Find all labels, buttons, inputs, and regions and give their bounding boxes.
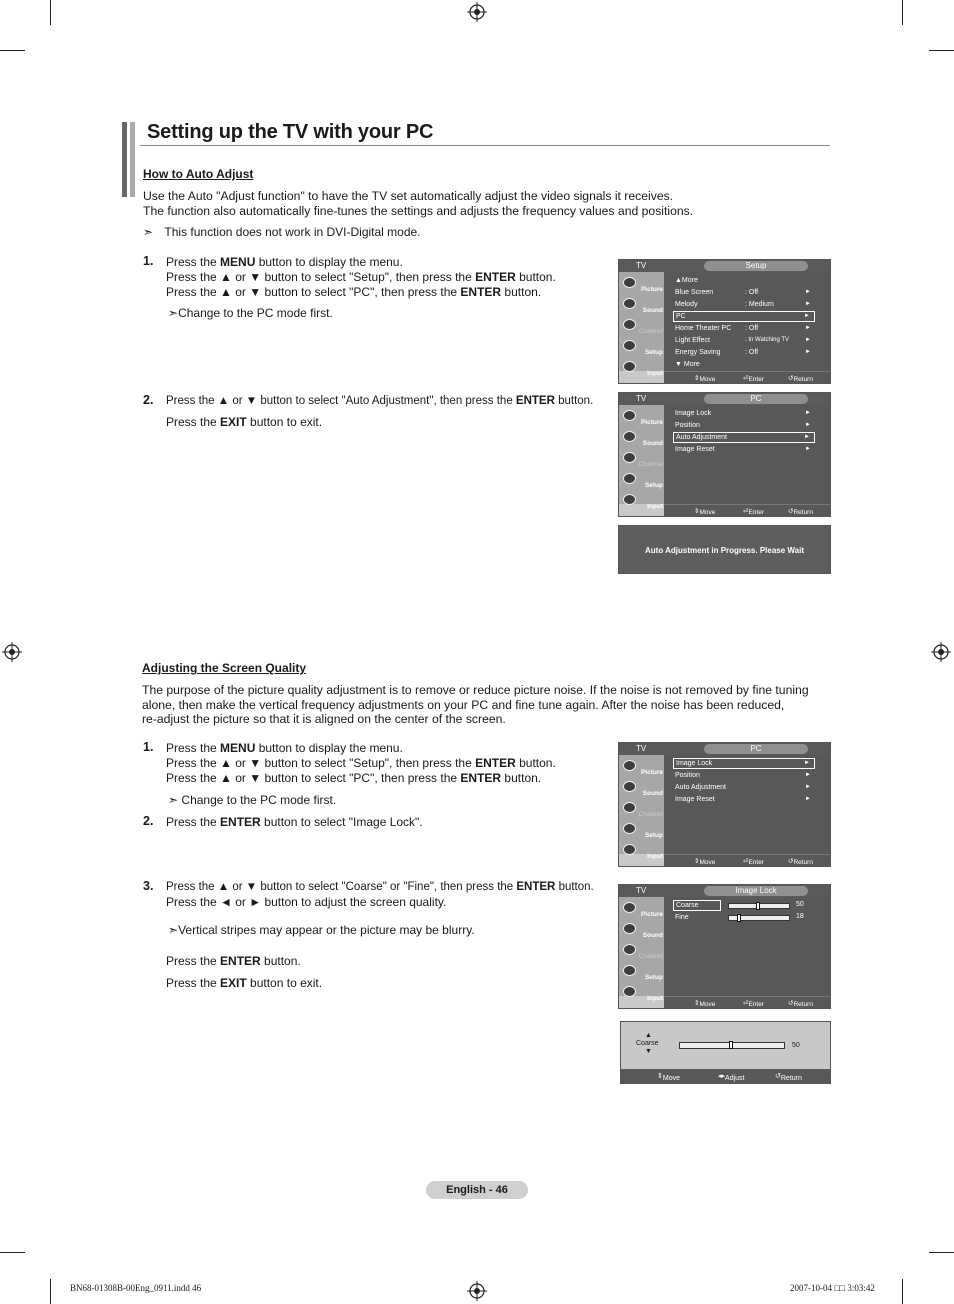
instruction-line: Press the ▲ or ▼ button to select "Setup", then press the ENTER button. xyxy=(166,756,556,770)
osd-pc-menu-image-lock xyxy=(618,742,831,867)
osd-cat-setup[interactable]: Setup xyxy=(621,962,665,982)
osd-tv-label: TV xyxy=(636,394,647,403)
osd-cat-sound[interactable]: Sound xyxy=(621,920,665,940)
osd-cat-input[interactable]: Input xyxy=(621,358,665,378)
instruction-line: Press the MENU button to display the menu. xyxy=(166,741,403,755)
osd-cat-channel[interactable]: Channel xyxy=(621,799,665,819)
footer-timestamp: 2007-10-04 □□ 3:03:42 xyxy=(790,1283,875,1293)
picture-icon xyxy=(623,760,636,771)
osd-menu-title: Image Lock xyxy=(704,886,808,896)
picture-icon xyxy=(623,277,636,288)
move-hint: ⇕ Move xyxy=(694,858,716,866)
instruction-line: Press the MENU button to display the menu. xyxy=(166,255,403,269)
step-number: 1. xyxy=(143,254,154,268)
osd-footer xyxy=(664,996,830,1008)
osd-cat-picture[interactable]: Picture xyxy=(621,274,665,294)
osd-menu-title: Setup xyxy=(704,261,808,271)
section-heading-screen-quality: Adjusting the Screen Quality xyxy=(142,661,307,675)
crop-mark xyxy=(929,50,954,51)
osd-header xyxy=(619,260,830,272)
coarse-slider[interactable] xyxy=(728,903,790,909)
sound-icon xyxy=(623,923,636,934)
osd-cat-picture[interactable]: Picture xyxy=(621,407,665,427)
osd-menu-body xyxy=(664,897,830,996)
return-hint: ↺ Return xyxy=(788,508,813,516)
input-icon xyxy=(623,494,636,505)
channel-icon xyxy=(623,802,636,813)
step-number: 2. xyxy=(143,393,154,407)
osd-menu-title: PC xyxy=(704,744,808,754)
note-line xyxy=(168,793,336,808)
step-number: 1. xyxy=(143,740,154,754)
coarse-adjust-value: 50 xyxy=(792,1042,800,1049)
osd-cat-setup[interactable]: Setup xyxy=(621,470,665,490)
note-text: Vertical stripes may appear or the picture may be blurry. xyxy=(178,923,475,937)
setup-icon xyxy=(623,965,636,976)
osd-cat-channel[interactable]: Channel xyxy=(621,316,665,336)
osd-cat-channel[interactable]: Channel xyxy=(621,449,665,469)
osd-cat-sound[interactable]: Sound xyxy=(621,295,665,315)
section-intro: The purpose of the picture quality adjustment is to remove or reduce picture noise. If the noise is not removed by fine tuning alone, then make the vertical frequency adjustments on your PC and fine tune again. After the noise has been reduced, re-adjust the picture so that it is aligned on the center of the screen. xyxy=(142,683,809,726)
osd-menu-title: PC xyxy=(704,394,808,404)
coarse-adjust-thumb[interactable] xyxy=(729,1041,733,1049)
enter-hint: ⏎ Enter xyxy=(743,1000,764,1008)
instruction-line: Press the ENTER button. xyxy=(166,954,301,968)
crop-mark xyxy=(0,1252,25,1253)
osd-cat-input[interactable]: Input xyxy=(621,983,665,1003)
osd-menu-body xyxy=(664,272,830,371)
osd-category-bar xyxy=(619,897,664,1002)
osd-image-lock-menu xyxy=(618,884,831,1009)
return-hint: ↺ Return xyxy=(775,1073,802,1082)
osd-menu-item[interactable]: ▲More xyxy=(675,277,698,284)
return-hint: ↺ Return xyxy=(788,375,813,383)
title-rule xyxy=(140,145,830,146)
coarse-label: Coarse xyxy=(636,1040,659,1047)
note-text: Change to the PC mode first. xyxy=(178,306,333,320)
note-text: Change to the PC mode first. xyxy=(181,793,337,807)
instruction-line: Press the ▲ or ▼ button to select "PC", then press the ENTER button. xyxy=(166,285,542,299)
crop-mark xyxy=(902,0,903,25)
fine-value: 18 xyxy=(796,913,804,920)
move-hint: ⇕ Move xyxy=(694,1000,716,1008)
osd-header xyxy=(619,743,830,755)
crop-mark xyxy=(50,0,51,25)
coarse-slider-thumb[interactable] xyxy=(756,902,760,910)
osd-menu-item[interactable]: Image Reset ► xyxy=(675,446,811,453)
setup-icon xyxy=(623,823,636,834)
osd-cat-input[interactable]: Input xyxy=(621,841,665,861)
fine-slider[interactable] xyxy=(728,915,790,921)
move-hint: ⇕ Move xyxy=(694,508,716,516)
osd-header xyxy=(619,393,830,405)
instruction-line: Press the ▲ or ▼ button to select "Coarse" or "Fine", then press the ENTER button. xyxy=(166,881,594,893)
instruction-line: Press the ▲ or ▼ button to select "Setup", then press the ENTER button. xyxy=(166,270,556,284)
osd-tv-label: TV xyxy=(636,886,647,895)
osd-footer xyxy=(664,854,830,866)
registration-mark-icon xyxy=(467,2,487,22)
section-intro: Use the Auto "Adjust function" to have the TV set automatically adjust the video signals it receives. The function also automatically fine-tunes the settings and adjusts the frequency values and positions. xyxy=(143,189,694,218)
osd-menu-item[interactable]: Auto Adjustment ► xyxy=(675,784,811,791)
note-text: This function does not work in DVI-Digital mode. xyxy=(164,225,421,239)
osd-cat-setup[interactable]: Setup xyxy=(621,337,665,357)
up-arrow-icon: ▲ xyxy=(645,1032,652,1039)
osd-progress-message xyxy=(618,525,831,574)
sound-icon xyxy=(623,431,636,442)
osd-cat-sound[interactable]: Sound xyxy=(621,778,665,798)
footer-file-name: BN68-01308B-00Eng_0911.indd 46 xyxy=(70,1283,202,1293)
fine-slider-thumb[interactable] xyxy=(737,914,741,922)
osd-menu-item[interactable]: Light Effect : In Watching TV ► xyxy=(675,337,811,344)
crop-mark xyxy=(929,1252,954,1253)
osd-footer xyxy=(664,371,830,383)
osd-menu-item[interactable]: Blue Screen : Off ► xyxy=(675,289,811,296)
osd-menu-item[interactable]: Home Theater PC : Off ► xyxy=(675,325,811,332)
registration-mark-icon xyxy=(931,642,951,662)
down-arrow-icon: ▼ xyxy=(645,1048,652,1055)
osd-header xyxy=(619,885,830,897)
osd-menu-item[interactable]: Energy Saving : Off ► xyxy=(675,349,811,356)
osd-setup-menu xyxy=(618,259,831,384)
input-icon xyxy=(623,361,636,372)
crop-mark xyxy=(0,50,25,51)
step-number: 3. xyxy=(143,879,154,893)
input-icon xyxy=(623,986,636,997)
osd-pc-menu xyxy=(618,392,831,517)
step-number: 2. xyxy=(143,814,154,828)
channel-icon xyxy=(623,319,636,330)
channel-icon xyxy=(623,944,636,955)
osd-cat-input[interactable]: Input xyxy=(621,491,665,511)
note-line xyxy=(143,225,421,240)
osd-coarse-adjust xyxy=(620,1021,831,1084)
enter-hint: ⏎ Enter xyxy=(743,508,764,516)
registration-mark-icon xyxy=(467,1281,487,1301)
osd-menu-item[interactable]: Image Lock ► xyxy=(675,410,811,417)
osd-category-bar xyxy=(619,405,664,510)
osd-footer xyxy=(664,504,830,516)
enter-hint: ⏎ Enter xyxy=(743,375,764,383)
osd-category-bar xyxy=(619,755,664,860)
note-line xyxy=(168,923,475,938)
picture-icon xyxy=(623,902,636,913)
note-arrow-icon: ➣ xyxy=(143,225,154,239)
note-arrow-icon: ➣ xyxy=(168,306,179,320)
move-hint: ⇕ Move xyxy=(694,375,716,383)
osd-menu-item-selected[interactable]: PC ► xyxy=(673,311,815,322)
adjust-hint: ◂▸ Adjust xyxy=(718,1073,745,1082)
osd-menu-item[interactable]: Position ► xyxy=(675,422,811,429)
crop-mark xyxy=(902,1279,903,1304)
setup-icon xyxy=(623,340,636,351)
osd-category-bar xyxy=(619,272,664,377)
osd-menu-body xyxy=(664,405,830,504)
instruction-line: Press the EXIT button to exit. xyxy=(166,415,323,429)
registration-mark-icon xyxy=(2,642,22,662)
note-line xyxy=(168,306,333,321)
osd-menu-item-selected[interactable]: Auto Adjustment ► xyxy=(673,432,815,443)
coarse-row[interactable]: Coarse xyxy=(673,900,721,911)
coarse-value: 50 xyxy=(796,901,804,908)
osd-menu-item[interactable]: Melody : Medium ► xyxy=(675,301,811,308)
osd-cat-picture[interactable]: Picture xyxy=(621,899,665,919)
osd-menu-body xyxy=(664,755,830,854)
osd-tv-label: TV xyxy=(636,261,647,270)
page-number-badge: English - 46 xyxy=(426,1181,528,1199)
channel-icon xyxy=(623,452,636,463)
osd-menu-item[interactable]: Image Reset ► xyxy=(675,796,811,803)
progress-text: Auto Adjustment in Progress. Please Wait xyxy=(645,546,804,555)
move-hint: ⇕ Move xyxy=(657,1073,680,1082)
setup-icon xyxy=(623,473,636,484)
note-arrow-icon: ➣ xyxy=(168,923,179,937)
osd-tv-label: TV xyxy=(636,744,647,753)
osd-menu-item[interactable]: ▼ More xyxy=(675,361,700,368)
instruction-line: Press the EXIT button to exit. xyxy=(166,976,323,990)
sound-icon xyxy=(623,781,636,792)
sound-icon xyxy=(623,298,636,309)
osd-cat-sound[interactable]: Sound xyxy=(621,428,665,448)
osd-footer xyxy=(621,1069,830,1083)
note-arrow-icon: ➣ xyxy=(168,793,179,807)
instruction-line: Press the ▲ or ▼ button to select "PC", then press the ENTER button. xyxy=(166,771,542,785)
section-heading-auto-adjust: How to Auto Adjust xyxy=(143,167,254,181)
instruction-line: Press the ▲ or ▼ button to select "Auto Adjustment", then press the ENTER button. xyxy=(166,395,594,407)
page-title: Setting up the TV with your PC xyxy=(147,121,434,143)
instruction-line: Press the ◄ or ► button to adjust the screen quality. xyxy=(166,895,447,909)
input-icon xyxy=(623,844,636,855)
title-accent-bar xyxy=(122,122,127,197)
crop-mark xyxy=(50,1279,51,1304)
osd-menu-item-selected[interactable]: Image Lock ► xyxy=(673,758,815,769)
title-accent-bar xyxy=(130,122,135,197)
osd-cat-channel[interactable]: Channel xyxy=(621,941,665,961)
return-hint: ↺ Return xyxy=(788,1000,813,1008)
osd-menu-item[interactable]: Position ► xyxy=(675,772,811,779)
return-hint: ↺ Return xyxy=(788,858,813,866)
osd-cat-setup[interactable]: Setup xyxy=(621,820,665,840)
picture-icon xyxy=(623,410,636,421)
coarse-adjust-slider[interactable] xyxy=(679,1042,785,1049)
osd-cat-picture[interactable]: Picture xyxy=(621,757,665,777)
instruction-line: Press the ENTER button to select "Image Lock". xyxy=(166,815,423,829)
fine-row[interactable]: Fine xyxy=(675,914,689,921)
enter-hint: ⏎ Enter xyxy=(743,858,764,866)
